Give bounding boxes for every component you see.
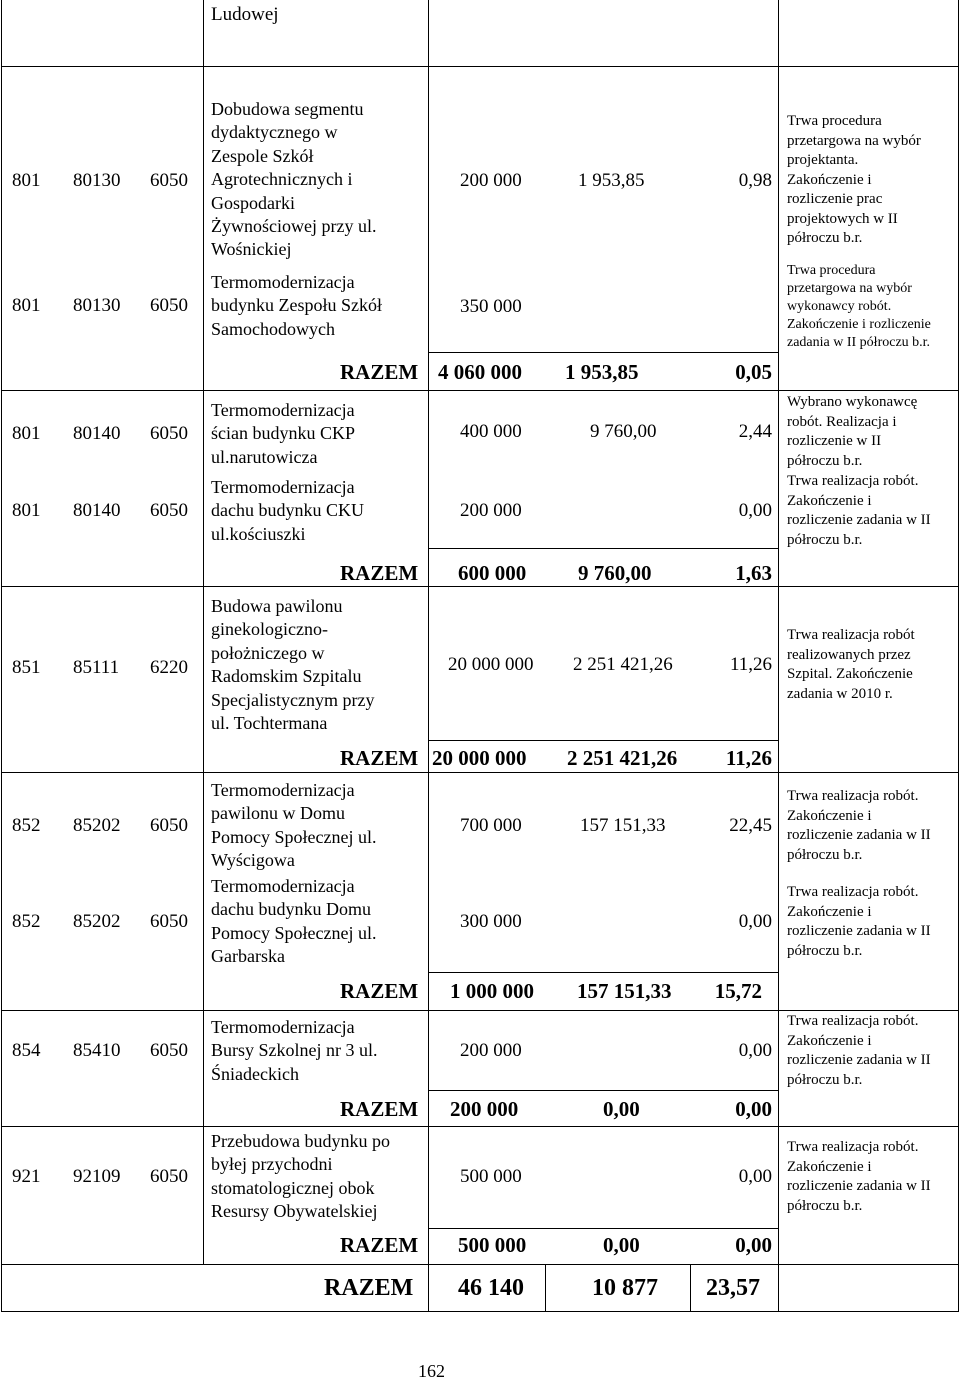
task-description: Termomodernizacja dachu budynku CKU ul.kościuszki <box>211 477 364 544</box>
paragraf-cell: 6050 <box>150 423 188 444</box>
task-description: Termomodernizacja ścian budynku CKP ul.narutowicza <box>211 400 355 467</box>
page-number: 162 <box>418 1361 445 1381</box>
rozdzial-cell: 85410 <box>73 1040 121 1061</box>
subtotal-percent: 11,26 <box>725 746 772 770</box>
paragraf-cell: 6220 <box>150 657 188 678</box>
status-note: Trwa procedura przetargowa na wybór projektanta. Zakończenie i rozliczenie prac projektowych w II półroczu b.r. <box>787 113 921 246</box>
dzial-cell: 852 <box>12 911 41 932</box>
subtotal-label: RAZEM <box>340 561 419 585</box>
rozdzial-cell: 85202 <box>73 815 121 836</box>
subtotal-plan: 20 000 000 <box>432 746 527 770</box>
dzial-cell: 801 <box>12 170 41 191</box>
status-note: Trwa realizacja robót realizowanych przez Szpital. Zakończenie zadania w 2010 r. <box>787 627 915 702</box>
paragraf-cell: 6050 <box>150 815 188 836</box>
plan-value: 200 000 <box>460 500 522 521</box>
paragraf-cell: 6050 <box>150 295 188 316</box>
subtotal-percent: 1,63 <box>735 561 772 585</box>
execution-value: 1 953,85 <box>578 170 645 191</box>
rozdzial-cell: 80140 <box>73 423 121 444</box>
rozdzial-cell: 80130 <box>73 170 121 191</box>
status-note: Trwa realizacja robót. Zakończenie i rozliczenie zadania w II półroczu b.r. <box>787 1013 931 1088</box>
dzial-cell: 854 <box>12 1040 41 1061</box>
paragraf-cell: 6050 <box>150 1040 188 1061</box>
percent-value: 0,00 <box>738 500 772 521</box>
subtotal-percent: 0,00 <box>735 1233 772 1257</box>
subtotal-execution: 2 251 421,26 <box>567 746 678 770</box>
plan-value: 200 000 <box>460 1040 522 1061</box>
subtotal-plan: 600 000 <box>458 561 527 585</box>
rozdzial-cell: 92109 <box>73 1166 121 1187</box>
plan-value: 300 000 <box>460 911 522 932</box>
percent-value: 0,00 <box>738 911 772 932</box>
rozdzial-cell: 85111 <box>73 657 120 678</box>
subtotal-label: RAZEM <box>340 1097 419 1121</box>
subtotal-percent: 15,72 <box>714 979 762 1003</box>
subtotal-execution: 0,00 <box>603 1233 640 1257</box>
dzial-cell: 801 <box>12 500 41 521</box>
rozdzial-cell: 85202 <box>73 911 121 932</box>
percent-value: 0,98 <box>738 170 772 191</box>
paragraf-cell: 6050 <box>150 500 188 521</box>
dzial-cell: 852 <box>12 815 41 836</box>
task-description: Budowa pawilonu ginekologiczno- położniczego w Radomskim Szpitalu Specjalistycznym przy ul. Tochtermana <box>211 596 375 734</box>
percent-value: 0,00 <box>738 1040 772 1061</box>
subtotal-execution: 1 953,85 <box>565 360 639 384</box>
subtotal-label: RAZEM <box>340 746 419 770</box>
subtotal-execution: 9 760,00 <box>578 561 652 585</box>
subtotal-plan: 500 000 <box>458 1233 527 1257</box>
task-description: Dobudowa segmentu dydaktycznego w Zespole Szkół Agrotechnicznych i Gospodarki Żywnościowej przy ul. Wośnickiej <box>211 99 377 260</box>
subtotal-plan: 200 000 <box>450 1097 519 1121</box>
subtotal-execution: 0,00 <box>603 1097 640 1121</box>
execution-value: 9 760,00 <box>590 421 657 442</box>
task-description: Termomodernizacja budynku Zespołu Szkół Samochodowych <box>211 272 382 339</box>
execution-value: 2 251 421,26 <box>573 654 673 675</box>
subtotal-execution: 157 151,33 <box>577 979 672 1003</box>
grand-total-execution: 10 877 <box>592 1275 658 1301</box>
subtotal-plan: 4 060 000 <box>438 360 522 384</box>
dzial-cell: 921 <box>12 1166 41 1187</box>
status-note: Trwa realizacja robót. Zakończenie i rozliczenie zadania w II półroczu b.r. <box>787 788 931 863</box>
plan-value: 350 000 <box>460 296 522 317</box>
rozdzial-cell: 80130 <box>73 295 121 316</box>
execution-value: 157 151,33 <box>580 815 666 836</box>
status-note: Wybrano wykonawcę robót. Realizacja i rozliczenie w II półroczu b.r. <box>787 394 918 469</box>
percent-value: 0,00 <box>738 1166 772 1187</box>
subtotal-label: RAZEM <box>340 360 419 384</box>
task-description: Termomodernizacja pawilonu w Domu Pomocy Społecznej ul. Wyścigowa <box>211 780 377 871</box>
subtotal-plan: 1 000 000 <box>450 979 534 1003</box>
plan-value: 200 000 <box>460 170 522 191</box>
status-note: Trwa realizacja robót. Zakończenie i rozliczenie zadania w II półroczu b.r. <box>787 884 931 959</box>
task-description: Termomodernizacja Bursy Szkolnej nr 3 ul. Śniadeckich <box>211 1017 378 1084</box>
dzial-cell: 801 <box>12 423 41 444</box>
status-note: Trwa procedura przetargowa na wybór wykonawcy robót. Zakończenie i rozliczenie zadania w II półroczu b.r. <box>787 263 931 350</box>
paragraf-cell: 6050 <box>150 911 188 932</box>
plan-value: 500 000 <box>460 1166 522 1187</box>
plan-value: 20 000 000 <box>448 654 534 675</box>
grand-total-plan: 46 140 <box>458 1275 524 1301</box>
grand-total-percent: 23,57 <box>706 1275 760 1301</box>
plan-value: 700 000 <box>460 815 522 836</box>
plan-value: 400 000 <box>460 421 522 442</box>
percent-value: 2,44 <box>738 421 772 442</box>
rozdzial-cell: 80140 <box>73 500 121 521</box>
percent-value: 11,26 <box>729 654 772 675</box>
subtotal-percent: 0,00 <box>735 1097 772 1121</box>
task-description: Termomodernizacja dachu budynku Domu Pomocy Społecznej ul. Garbarska <box>211 876 377 967</box>
dzial-cell: 851 <box>12 657 41 678</box>
continued-task-text: Ludowej <box>211 4 279 25</box>
grand-total-label: RAZEM <box>324 1275 414 1301</box>
subtotal-label: RAZEM <box>340 1233 419 1257</box>
subtotal-label: RAZEM <box>340 979 419 1003</box>
paragraf-cell: 6050 <box>150 1166 188 1187</box>
subtotal-percent: 0,05 <box>735 360 772 384</box>
status-note: Trwa realizacja robót. Zakończenie i rozliczenie zadania w II półroczu b.r. <box>787 473 931 548</box>
percent-value: 22,45 <box>729 815 772 836</box>
dzial-cell: 801 <box>12 295 41 316</box>
paragraf-cell: 6050 <box>150 170 188 191</box>
task-description: Przebudowa budynku po byłej przychodni stomatologicznej obok Resursy Obywatelskiej <box>211 1131 390 1222</box>
status-note: Trwa realizacja robót. Zakończenie i rozliczenie zadania w II półroczu b.r. <box>787 1139 931 1214</box>
